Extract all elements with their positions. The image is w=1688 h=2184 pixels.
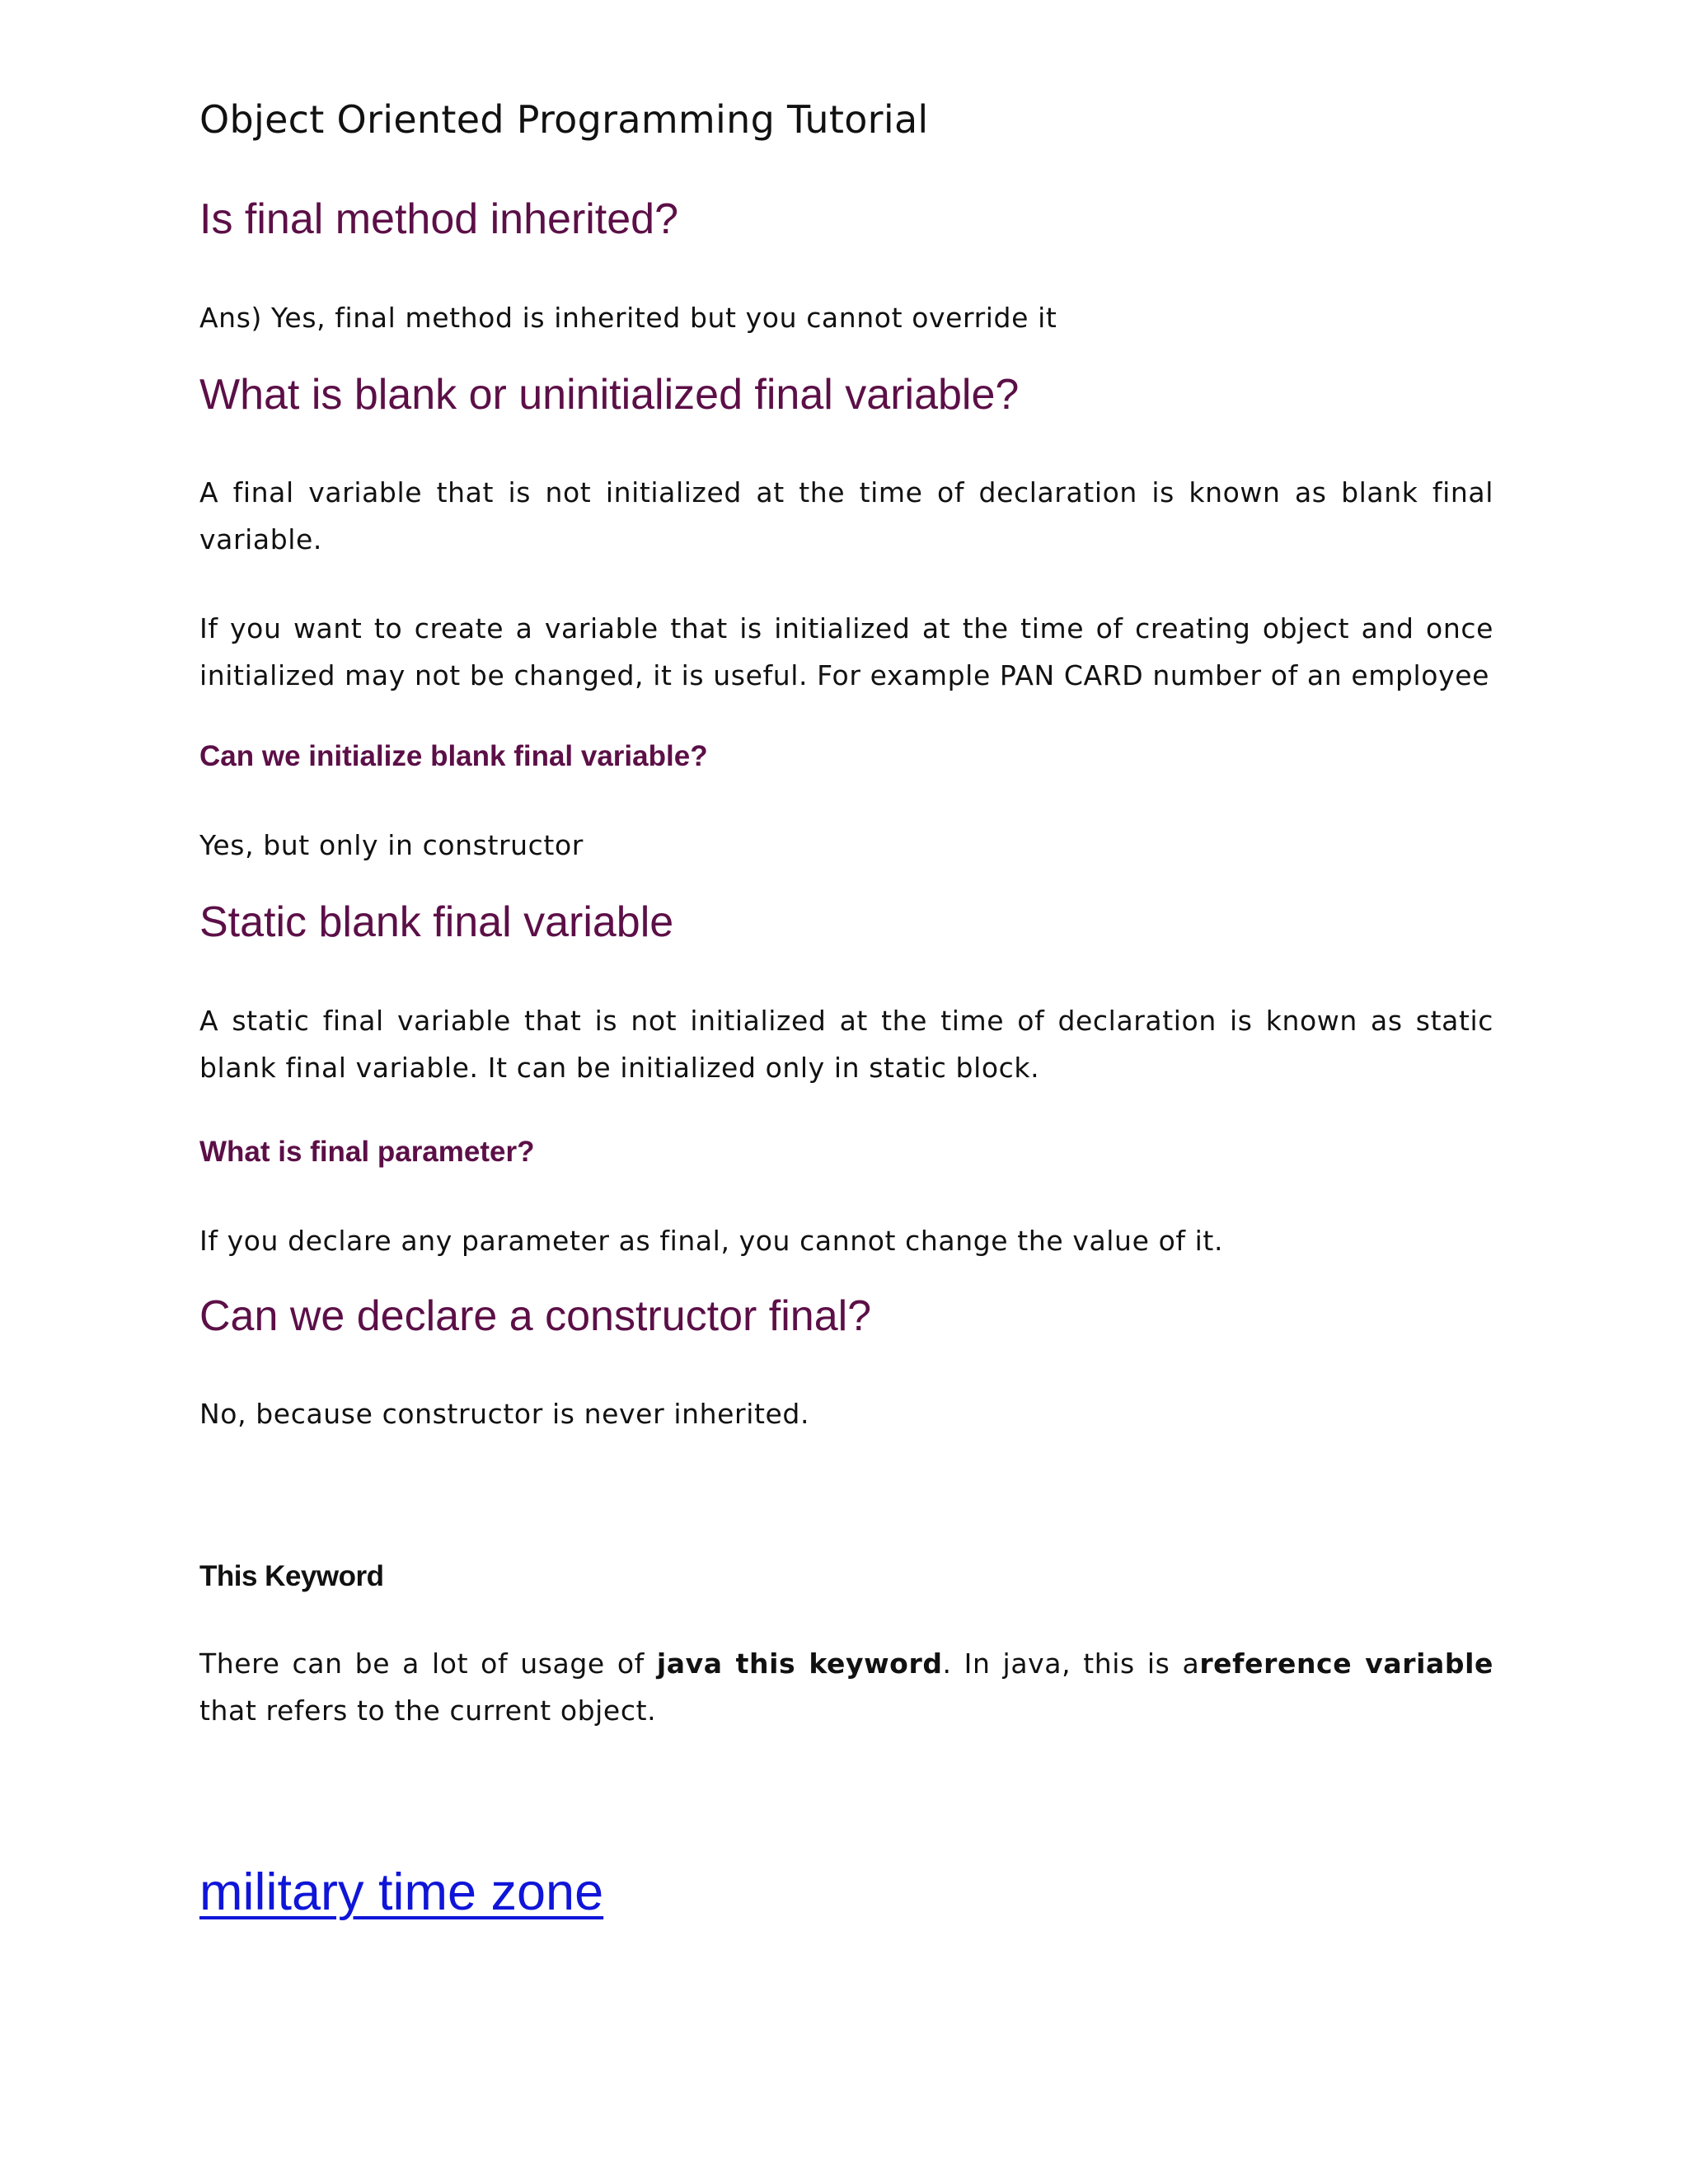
paragraph-final-parameter: If you declare any parameter as final, you cannot change the value of it. xyxy=(199,1225,1224,1257)
document-page xyxy=(199,0,1493,2184)
answer-constructor-final: No, because constructor is never inherited. xyxy=(199,1398,810,1430)
heading-final-parameter: What is final parameter? xyxy=(199,1136,535,1168)
page-header-title: Object Oriented Programming Tutorial xyxy=(199,97,929,142)
this-keyword-text-1: There can be a lot of usage of xyxy=(199,1647,657,1680)
paragraph-this-keyword xyxy=(199,1640,1493,1734)
this-keyword-text-3: that refers to the current object. xyxy=(199,1694,657,1727)
heading-blank-final-variable: What is blank or uninitialized final variable? xyxy=(199,371,1020,419)
paragraph-blank-final-definition: A final variable that is not initialized at the time of declaration is known as blank final variable. xyxy=(199,476,1493,555)
this-keyword-bold-reference-variable: reference variable xyxy=(1199,1647,1493,1680)
heading-this-keyword: This Keyword xyxy=(199,1560,384,1592)
paragraph-static-blank-final: A static final variable that is not initialized at the time of declaration is known as static blank final variable. It can be initialized only in static block. xyxy=(199,1005,1493,1084)
paragraph-blank-final-usage: If you want to create a variable that is initialized at the time of creating object and once initialized may not be changed, it is useful. For example PAN CARD number of an employee xyxy=(199,612,1493,691)
military-time-zone-link[interactable]: military time zone xyxy=(199,1863,604,1921)
heading-static-blank-final: Static blank final variable xyxy=(199,898,674,946)
answer-initialize-blank-final: Yes, but only in constructor xyxy=(199,829,584,861)
this-keyword-bold-java-this-keyword: java this keyword xyxy=(656,1647,943,1680)
this-keyword-text-2: . In java, this is a xyxy=(942,1647,1200,1680)
heading-initialize-blank-final: Can we initialize blank final variable? xyxy=(199,740,708,772)
heading-constructor-final: Can we declare a constructor final? xyxy=(199,1292,872,1340)
answer-final-method-inherited: Ans) Yes, final method is inherited but you cannot override it xyxy=(199,302,1057,334)
heading-final-method-inherited: Is final method inherited? xyxy=(199,195,679,243)
